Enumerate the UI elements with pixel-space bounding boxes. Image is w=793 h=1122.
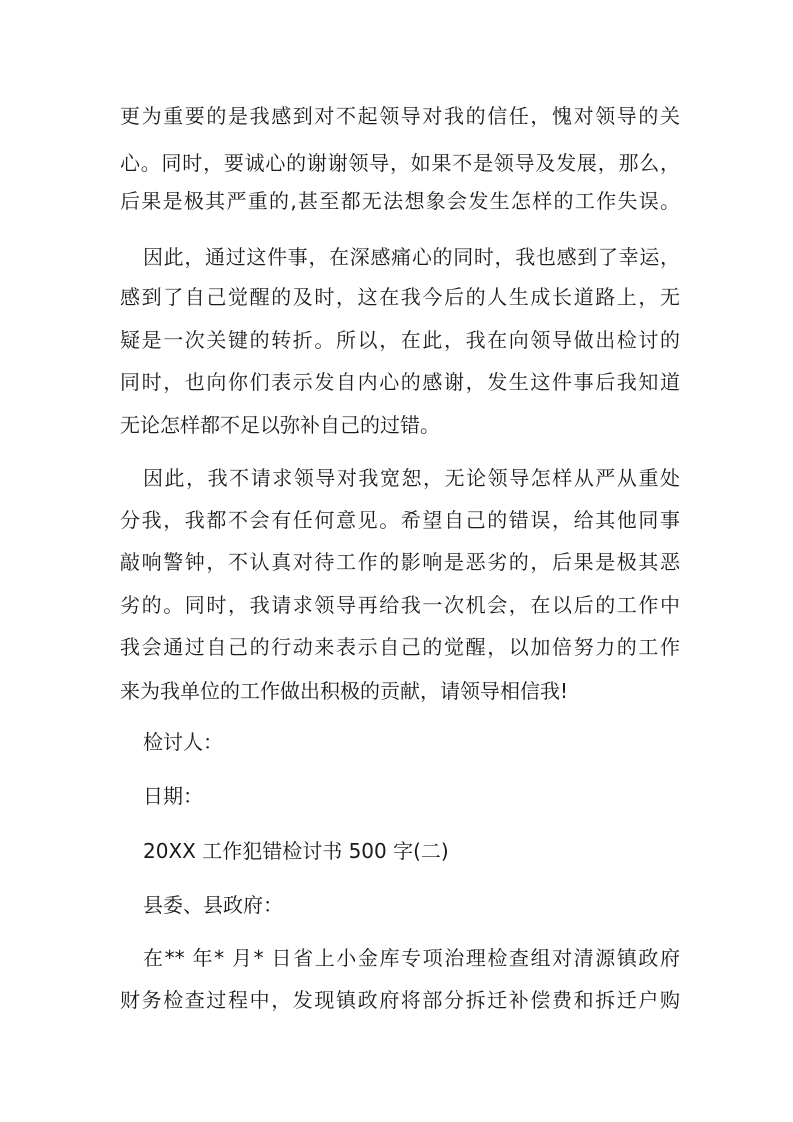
paragraph-line: 因此，我不请求领导对我宽恕，无论领导怎样从严从重处 [143,466,680,490]
paragraph-line: 敲响警钟，不认真对待工作的影响是恶劣的，后果是极其恶 [120,550,680,574]
date-label: 日期： [143,784,203,808]
salutation: 县委、县政府： [143,893,283,917]
paragraph-line: 同时，也向你们表示发自内心的感谢，发生这件事后我知道 [120,370,680,394]
section-heading: 20XX 工作犯错检讨书 500 字(二) [143,839,449,863]
paragraph-line: 无论怎样都不足以弥补自己的过错。 [120,413,440,437]
paragraph-line: 因此，通过这件事，在深感痛心的同时，我也感到了幸运， [143,245,680,269]
paragraph-line: 在** 年* 月* 日省上小金库专项治理检查组对清源镇政府 [143,946,680,970]
paragraph-line: 来为我单位的工作做出积极的贡献，请领导相信我! [120,679,569,703]
paragraph-line: 疑是一次关键的转折。所以，在此，我在向领导做出检讨的 [120,328,680,352]
paragraph-line: 劣的。同时，我请求领导再给我一次机会，在以后的工作中 [120,593,680,617]
paragraph-line: 分我，我都不会有任何意见。希望自己的错误，给其他同事 [120,508,680,532]
paragraph-line: 后果是极其严重的,甚至都无法想象会发生怎样的工作失误。 [120,189,680,213]
paragraph-line: 财务检查过程中，发现镇政府将部分拆迁补偿费和拆迁户购 [120,988,680,1012]
paragraph-line: 我会通过自己的行动来表示自己的觉醒，以加倍努力的工作 [120,635,680,659]
paragraph-line: 心。同时，要诚心的谢谢领导，如果不是领导及发展，那么， [120,151,680,175]
signature-label: 检讨人： [143,730,223,754]
paragraph-line: 感到了自己觉醒的及时，这在我今后的人生成长道路上，无 [120,285,680,309]
paragraph-line: 更为重要的是我感到对不起领导对我的信任，愧对领导的关 [120,104,680,128]
